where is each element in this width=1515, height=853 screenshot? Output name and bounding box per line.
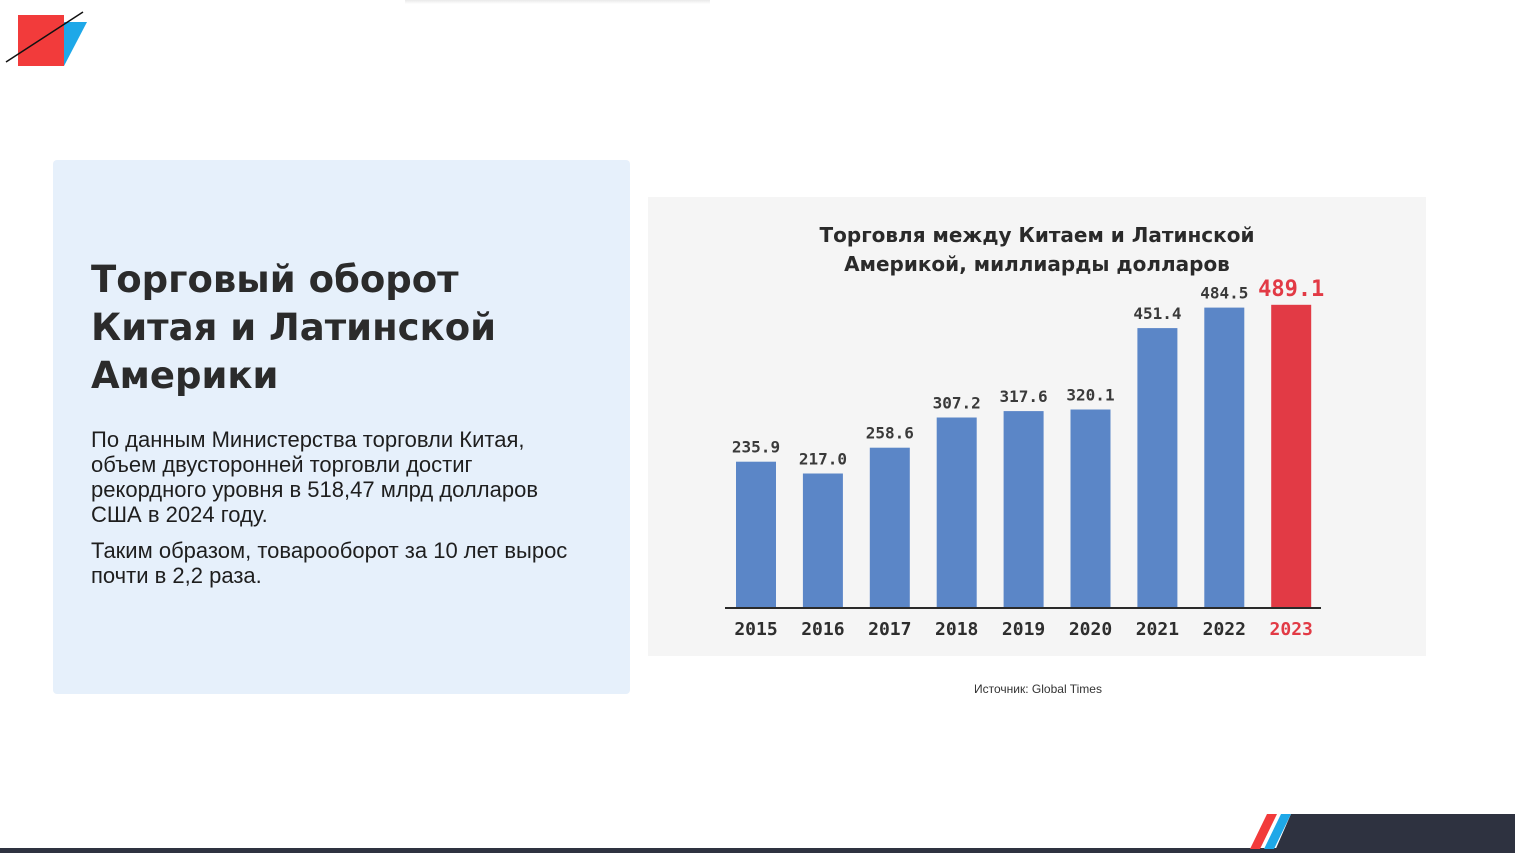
bar-2020 — [1071, 410, 1111, 609]
x-tick-2016: 2016 — [801, 619, 845, 640]
value-label-2017: 258.6 — [865, 423, 914, 443]
chart-panel — [648, 197, 1426, 656]
value-label-2015: 235.9 — [731, 437, 781, 457]
bar-2015 — [736, 462, 776, 608]
x-tick-2018: 2018 — [935, 619, 979, 640]
x-tick-2023: 2023 — [1269, 619, 1313, 640]
red-blue-parallelogram-logo-icon — [0, 0, 100, 80]
x-tick-2020: 2020 — [1068, 619, 1113, 640]
value-label-2019: 317.6 — [999, 387, 1048, 407]
bar-2017 — [870, 448, 910, 608]
value-label-2021: 451.4 — [1133, 304, 1182, 324]
x-tick-2021: 2021 — [1135, 619, 1180, 640]
info-title: Торговый оборот Китая и Латинской Америки — [91, 258, 497, 397]
chart-title-line-1: Торговля между Китаем и Латинской — [819, 223, 1255, 247]
source-caption: Источник: Global Times — [974, 682, 1102, 696]
info-paragraph-2: Таким образом, товарооборот за 10 лет вырос почти в 2,2 раза. — [91, 538, 568, 588]
x-tick-2022: 2022 — [1202, 619, 1246, 640]
info-card — [53, 160, 630, 694]
bar-2023 — [1271, 305, 1311, 608]
top-shadow-strip — [405, 0, 710, 4]
bar-2021 — [1137, 328, 1177, 608]
value-label-2018: 307.2 — [932, 393, 981, 413]
info-paragraph-1: По данным Министерства торговли Китая, объем двусторонней торговли достиг рекордного уровня в 518,47 млрд долларов США в 2024 году. — [91, 427, 539, 527]
bar-2018 — [937, 418, 977, 609]
x-tick-2019: 2019 — [1001, 619, 1046, 640]
bottom-stripes-decoration — [1250, 814, 1515, 853]
x-tick-2017: 2017 — [868, 619, 912, 640]
bar-chart — [648, 197, 1426, 656]
value-label-2022: 484.5 — [1200, 283, 1249, 303]
value-label-2020: 320.1 — [1066, 385, 1115, 405]
x-tick-2015: 2015 — [734, 619, 778, 640]
value-label-2016: 217.0 — [798, 449, 847, 469]
value-label-2023: 489.1 — [1258, 276, 1325, 302]
bar-2019 — [1004, 411, 1044, 608]
bar-2016 — [803, 474, 843, 609]
chart-title-line-2: Америкой, миллиарды долларов — [844, 252, 1230, 276]
bar-2022 — [1204, 308, 1244, 608]
